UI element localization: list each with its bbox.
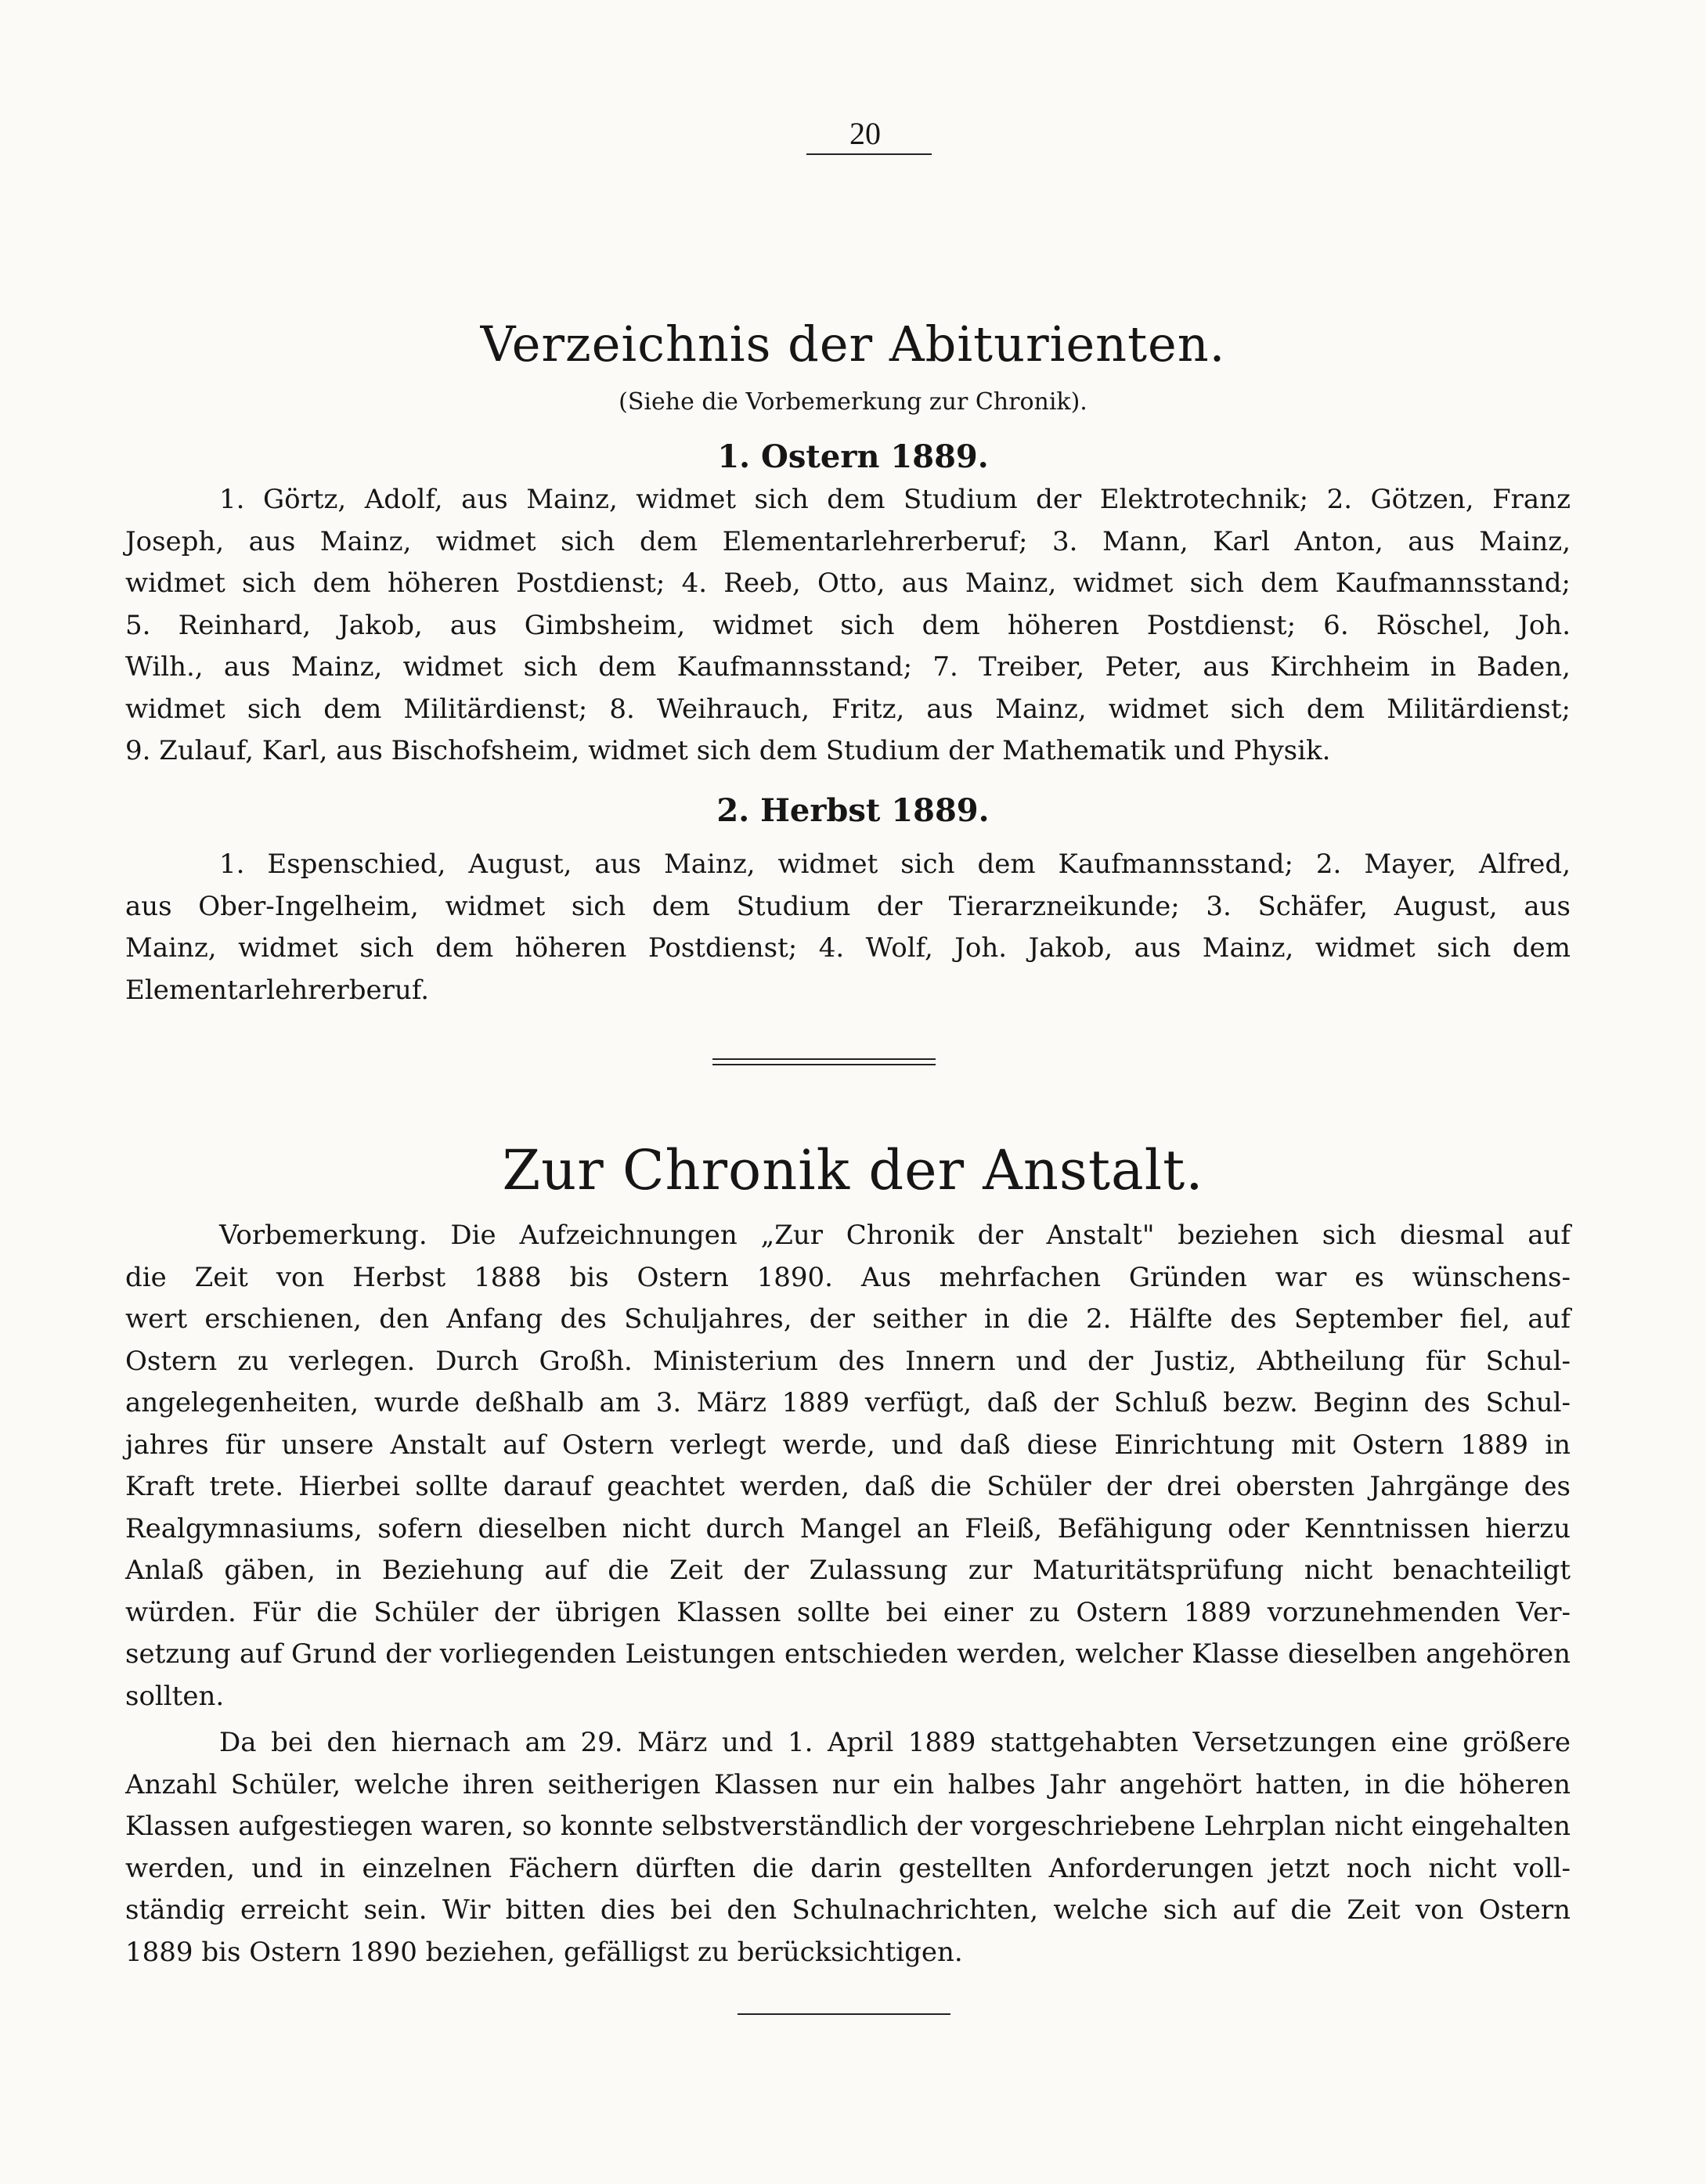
text-line: Joseph, aus Mainz, widmet sich dem Elementarlehrerberuf; 3. Mann, Karl Anton, aus Mainz, <box>125 525 1571 557</box>
text-line: würden. Für die Schüler der übrigen Klassen sollte bei einer zu Ostern 1889 vorzunehmenden Ver- <box>125 1596 1571 1628</box>
section-heading-herbst-1889: 2. Herbst 1889. <box>716 792 990 829</box>
text-line: Vorbemerkung. Die Aufzeichnungen „Zur Chronik der Anstalt" beziehen sich diesmal auf <box>219 1220 1571 1251</box>
section-heading-ostern-1889: 1. Ostern 1889. <box>717 438 989 475</box>
text-line: setzung auf Grund der vorliegenden Leistungen entschieden werden, welcher Klasse dieselben angehören <box>125 1638 1571 1670</box>
text-line: Wilh., aus Mainz, widmet sich dem Kaufmannsstand; 7. Treiber, Peter, aus Kirchheim in Baden, <box>125 651 1571 683</box>
text-line: Elementarlehrerberuf. <box>125 974 429 1006</box>
abiturienten-title: Verzeichnis der Abiturienten. <box>480 315 1226 373</box>
abiturienten-herbst-list <box>125 844 1571 1011</box>
page-number: 20 <box>849 116 881 151</box>
text-line: werden, und in einzelnen Fächern dürften die darin gestellten Anforderungen jetzt noch nicht voll- <box>125 1852 1571 1884</box>
text-line: Da bei den hiernach am 29. März und 1. April 1889 stattgehabten Versetzungen eine größere <box>219 1727 1571 1758</box>
text-line: Mainz, widmet sich dem höheren Postdienst; 4. Wolf, Joh. Jakob, aus Mainz, widmet sich dem <box>125 932 1571 964</box>
text-line: 1889 bis Ostern 1890 beziehen, gefälligst zu berücksichtigen. <box>125 1936 963 1968</box>
text-line: sollten. <box>125 1680 225 1712</box>
text-line: Realgymnasiums, sofern dieselben nicht durch Mangel an Fleiß, Befähigung oder Kenntnissen hierzu <box>125 1512 1571 1544</box>
abiturienten-note: (Siehe die Vorbemerkung zur Chronik). <box>619 388 1087 416</box>
text-line: 5. Reinhard, Jakob, aus Gimbsheim, widmet sich dem höheren Postdienst; 6. Röschel, Joh. <box>125 609 1571 641</box>
chronik-paragraph-1 <box>125 1215 1571 1717</box>
text-line: 9. Zulauf, Karl, aus Bischofsheim, widmet sich dem Studium der Mathematik und Physik. <box>125 735 1331 766</box>
text-line: angelegenheiten, wurde deßhalb am 3. März 1889 verfügt, daß der Schluß bezw. Beginn des Schul- <box>125 1387 1571 1418</box>
section-divider <box>712 1058 936 1065</box>
text-line: Kraft trete. Hierbei sollte darauf geachtet werden, daß die Schüler der drei obersten Jahrgänge des <box>125 1471 1571 1502</box>
text-line: aus Ober-Ingelheim, widmet sich dem Studium der Tierarzneikunde; 3. Schäfer, August, aus <box>125 890 1571 922</box>
abiturienten-ostern-list <box>125 479 1571 773</box>
text-line: Anzahl Schüler, welche ihren seitherigen Klassen nur ein halbes Jahr angehört hatten, in die höheren <box>125 1768 1571 1800</box>
text-line: wert erschienen, den Anfang des Schuljahres, der seither in die 2. Hälfte des September fiel, auf <box>125 1303 1571 1335</box>
chronik-title: Zur Chronik der Anstalt. <box>502 1138 1204 1202</box>
text-line: Anlaß gäben, in Beziehung auf die Zeit der Zulassung zur Maturitätsprüfung nicht benachteiligt <box>125 1555 1571 1586</box>
text-line: widmet sich dem Militärdienst; 8. Weihrauch, Fritz, aus Mainz, widmet sich dem Militärdienst; <box>125 693 1571 725</box>
page-number-underline <box>806 153 932 155</box>
text-line: ständig erreicht sein. Wir bitten dies bei den Schulnachrichten, welche sich auf die Zeit von Ostern <box>125 1894 1571 1926</box>
text-line: die Zeit von Herbst 1888 bis Ostern 1890. Aus mehrfachen Gründen war es wünschens- <box>125 1261 1571 1293</box>
text-line: 1. Görtz, Adolf, aus Mainz, widmet sich dem Studium der Elektrotechnik; 2. Götzen, Franz <box>219 484 1571 515</box>
text-line: Ostern zu verlegen. Durch Großh. Ministerium des Innern und der Justiz, Abtheilung für Schul- <box>125 1345 1571 1377</box>
text-line: Klassen aufgestiegen waren, so konnte selbstverständlich der vorgeschriebene Lehrplan nicht eingehalten <box>125 1811 1571 1842</box>
text-line: widmet sich dem höheren Postdienst; 4. Reeb, Otto, aus Mainz, widmet sich dem Kaufmannsstand; <box>125 568 1571 599</box>
closing-rule <box>738 2013 950 2015</box>
text-line: jahres für unsere Anstalt auf Ostern verlegt werde, und daß diese Einrichtung mit Ostern 1889 in <box>125 1429 1571 1461</box>
text-line: 1. Espenschied, August, aus Mainz, widmet sich dem Kaufmannsstand; 2. Mayer, Alfred, <box>219 849 1571 880</box>
chronik-paragraph-2 <box>125 1722 1571 1973</box>
